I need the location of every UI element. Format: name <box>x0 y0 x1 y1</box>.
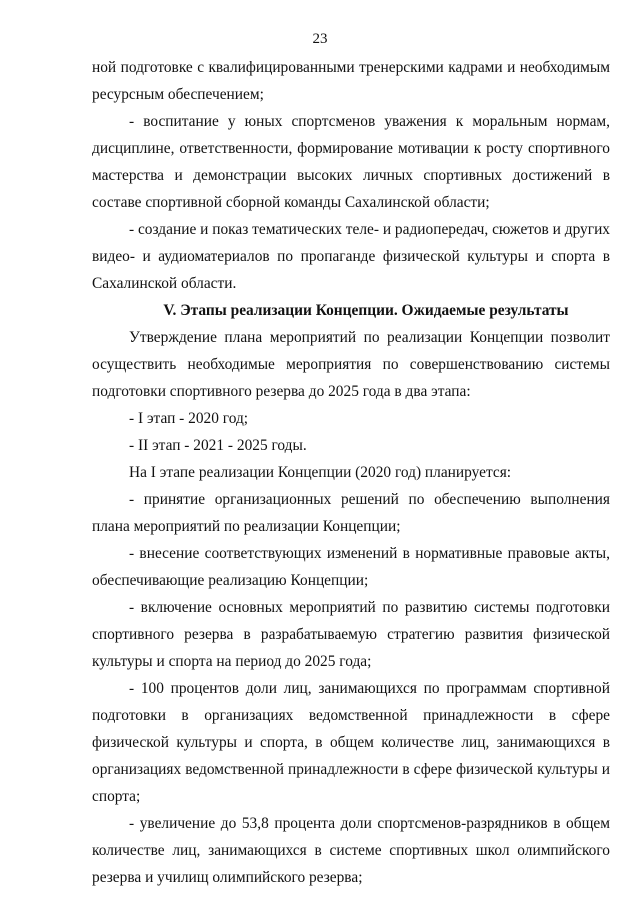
list-item-legal-acts: - внесение соответствующих изменений в нормативные правовые акты, обеспечивающие реализацию Концепции; <box>92 545 610 589</box>
list-item-100-percent: - 100 процентов доли лиц, занимающихся по программам спортивной подготовки в организациях ведомственной принадлежности в сфере физической культуры и спорта, в общем количестве лиц, занимающихся в организациях ведомственной принадлежности в сфере физической культуры и спорта; <box>92 680 610 805</box>
list-item-53-percent: - увеличение до 53,8 процента доли спортсменов-разрядников в общем количестве лиц, занимающихся в системе спортивных школ олимпийского резерва и училищ олимпийского резерва; <box>92 815 610 886</box>
paragraph-plan-approval: Утверждение плана мероприятий по реализации Концепции позволит осуществить необходимые мероприятия по совершенствованию системы подготовки спортивного резерва до 2025 года в два этапа: <box>92 329 610 400</box>
list-item-media: - создание и показ тематических теле- и радиопередач, сюжетов и других видео- и аудиоматериалов по пропаганде физической культуры и спорта в Сахалинской области. <box>92 221 610 292</box>
section-heading: V. Этапы реализации Концепции. Ожидаемые результаты <box>163 302 569 319</box>
page-number: 23 <box>312 31 328 47</box>
paragraph-stage-one-intro: На I этапе реализации Концепции (2020 год) планируется: <box>129 464 512 481</box>
paragraph-continuation: ной подготовке с квалифицированными тренерскими кадрами и необходимым ресурсным обеспечением; <box>92 59 610 103</box>
list-item-strategy: - включение основных мероприятий по развитию системы подготовки спортивного резерва в разрабатываемую стратегию развития физической культуры и спорта на период до 2025 года; <box>92 599 610 670</box>
list-item-stage-one: - I этап - 2020 год; <box>129 410 249 427</box>
list-item-stage-two: - II этап - 2021 - 2025 годы. <box>129 437 307 454</box>
document-body <box>92 54 610 891</box>
list-item-upbringing: - воспитание у юных спортсменов уважения к моральным нормам, дисциплине, ответственности, формирование мотивации к росту спортивного мастерства и демонстрации высоких личных спортивных достижений в составе спортивной сборной команды Сахалинской области; <box>92 113 610 211</box>
list-item-decisions: - принятие организационных решений по обеспечению выполнения плана мероприятий по реализации Концепции; <box>92 491 610 535</box>
